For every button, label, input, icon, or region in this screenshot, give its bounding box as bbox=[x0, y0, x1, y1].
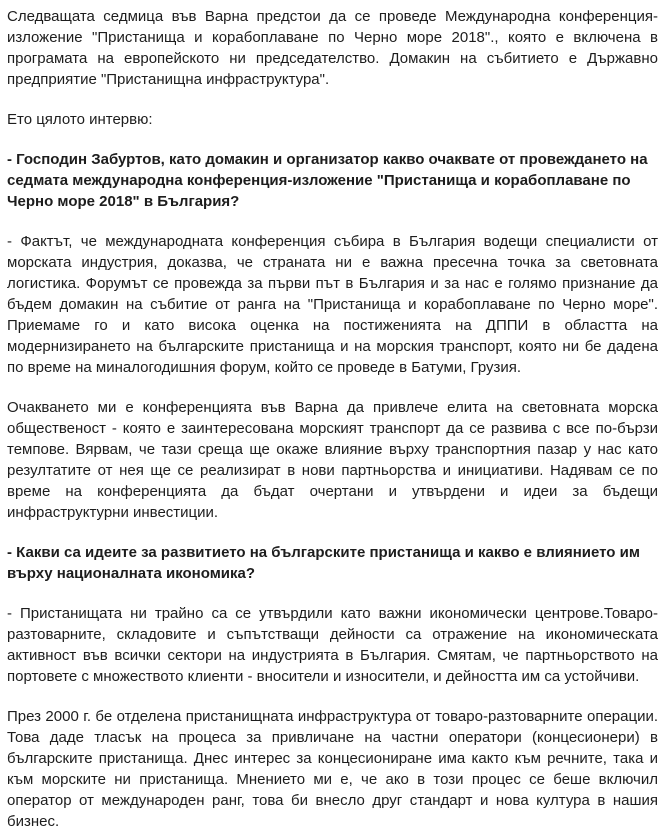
interview-answer: Очакването ми е конференцията във Варна да привлече елита на световната морска общественост - която е заинтересована морският транспорт да се развива с все по-бързи темпове. Вярвам, че тази среща ще окаже влияние върху транспортния пазар у нас като резултатите от нея ще се реализират в нови партньорства и инициативи. Надявам се по време на конференцията да бъдат очертани и утвърдени и идеи за бъдещи инфраструктурни инвестиции. bbox=[7, 399, 658, 521]
interview-question: - Господин Забуртов, като домакин и организатор какво очаквате от провеждането на седмата международна конференция-изложение "Пристанища и корабоплаване по Черно море 2018" в България? bbox=[7, 151, 648, 210]
intro-paragraph: Следващата седмица във Варна предстои да се проведе Международна конференция-изложение "Пристанища и корабоплаване по Черно море 2018"., която е включена в програмата на европейското ни председателство. Домакин на събитието е Държавно предприятие "Пристанищна инфраструктура". bbox=[7, 8, 658, 88]
interview-answer: През 2000 г. бе отделена пристанищната инфраструктура от товаро-разтоварните операции. Това даде тласък на процеса за привличане на частни оператори (концесионери) в българските пристанища. Днес интерес за концесиониране има както към речните, така и към морските ни пристанища. Мнението ми е, че ако в този процес се беше включил оператор от международен ранг, това би внесло друг стандарт и нова култура в нашия бизнес. bbox=[7, 708, 658, 830]
interview-question: - Какви са идеите за развитието на българските пристанища и какво е влиянието им върху националната икономика? bbox=[7, 544, 640, 582]
interview-lead: Ето цялото интервю: bbox=[7, 111, 153, 128]
interview-answer: - Фактът, че международната конференция събира в България водещи специалисти от морската индустрия, доказва, че страната ни е важна пресечна точка за световната логистика. Форумът се провежда за първи път в България и за нас е голямо признание да бъдем домакин на събитие от ранга на "Пристанища и корабоплаване по Черно море". Приемаме го и като висока оценка на постиженията на ДППИ в областта на модернизирането на българските пристанища и на морския транспорт, която ни бе дадена по време на миналогодишния форум, който се проведе в Батуми, Грузия. bbox=[7, 233, 658, 376]
interview-answer: - Пристанищата ни трайно са се утвърдили като важни икономически центрове.Товаро-разтоварните, складовите и съпътстващи дейности са отражение на икономическата активност във всички сектори на индустрията в България. Смятам, че партньорството на портовете с множеството клиенти - вносители и износители, и дейността им са устойчиви. bbox=[7, 605, 658, 685]
